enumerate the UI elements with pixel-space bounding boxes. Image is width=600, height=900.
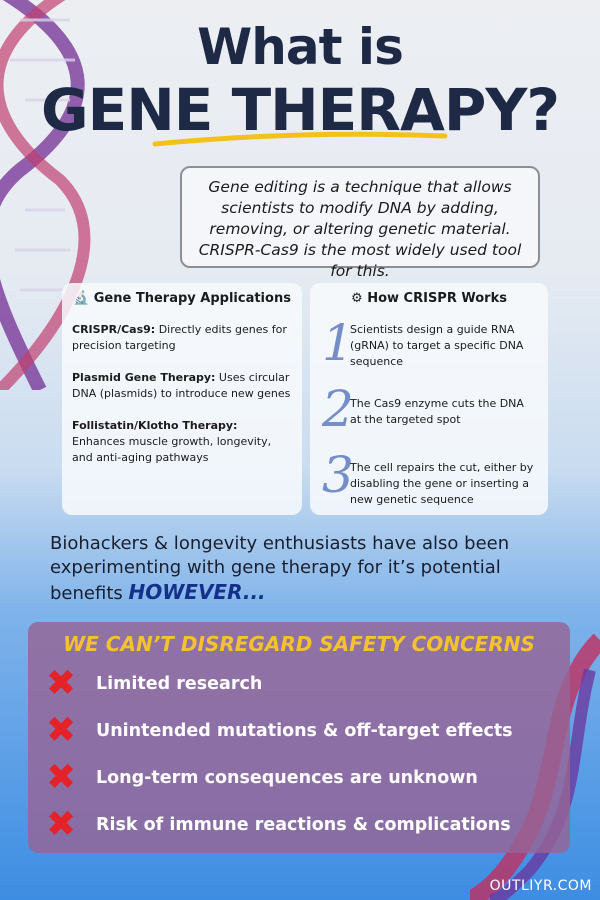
microscope-icon: 🔬 [73,291,94,306]
safety-heading: WE CAN’T DISREGARD SAFETY CONCERNS [63,632,535,656]
crispr-step: 3 The cell repairs the cut, either by disabling the gene or inserting a new genetic sequence [322,446,534,506]
crispr-step: 2 The Cas9 enzyme cuts the DNA at the targeted spot [322,380,524,438]
applications-card [62,283,302,515]
crispr-card [310,283,548,515]
crispr-heading: ⚙ How CRISPR Works [351,291,507,306]
crispr-step: 1 Scientists design a guide RNA (gRNA) to target a specific DNA sequence [322,314,524,372]
biohackers-paragraph: Biohackers & longevity enthusiasts have also been experimenting with gene therapy for it’s potential benefits HOWEVER... [50,533,510,604]
intro-box: Gene editing is a technique that allows scientists to modify DNA by adding, removing, or altering genetic material. CRISPR-Cas9 is the most widely used tool for this. [180,166,540,268]
site-watermark: OUTLIYR.COM [489,878,592,894]
however-emphasis: HOWEVER... [128,580,266,604]
safety-concerns-box [28,622,570,853]
cross-icon: ✖ [46,662,77,704]
safety-item: ✖ Limited research [46,662,263,704]
application-item: Plasmid Gene Therapy: Uses circular DNA (plasmids) to introduce new genes [72,371,291,400]
safety-item: ✖ Unintended mutations & off-target effects [46,709,513,751]
applications-heading: 🔬 Gene Therapy Applications [73,291,291,306]
cross-icon: ✖ [46,756,77,798]
application-item: Follistatin/Klotho Therapy: Enhances muscle growth, longevity, and anti-aging pathways [72,419,272,464]
cross-icon: ✖ [46,709,77,751]
application-item: CRISPR/Cas9: Directly edits genes for precision targeting [72,323,287,352]
safety-item: ✖ Long-term consequences are unknown [46,756,478,798]
cross-icon: ✖ [46,803,77,845]
title-line-1: What is [197,18,403,76]
safety-item: ✖ Risk of immune reactions & complications [46,803,511,845]
title-line-2: GENE THERAPY? [40,76,559,144]
title-underline-decoration [150,130,450,150]
gear-icon: ⚙ [351,291,368,306]
